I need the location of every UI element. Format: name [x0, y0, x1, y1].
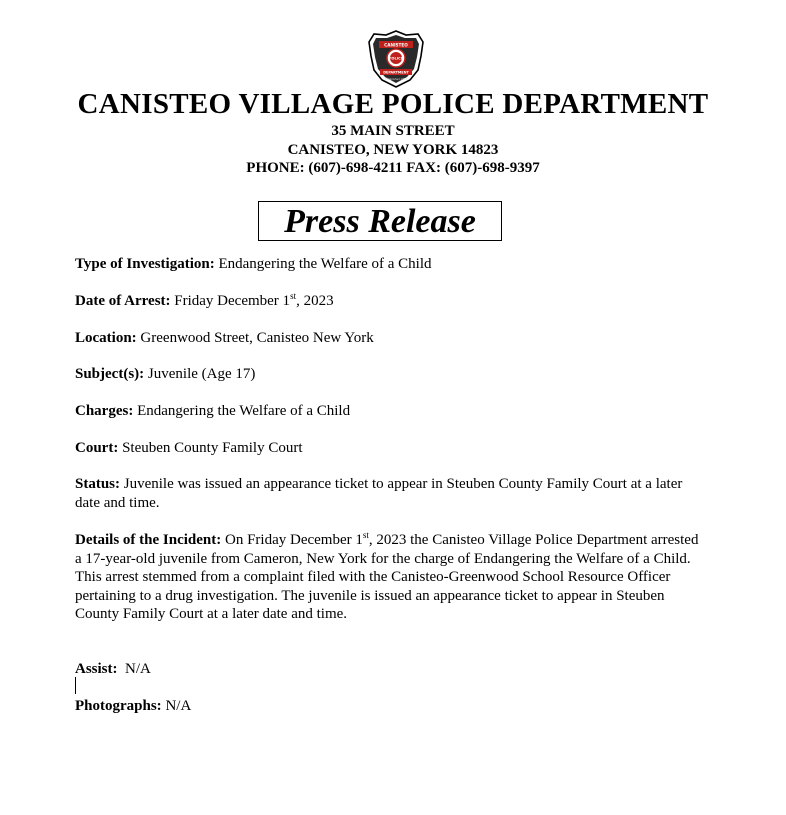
incident-details-ordinal: st [362, 530, 369, 540]
location-field [75, 329, 705, 348]
court-field [75, 439, 705, 458]
court-label: Court: [75, 440, 119, 456]
charges-value: Endangering the Welfare of a Child [133, 403, 351, 419]
subject-value: Juvenile (Age 17) [144, 366, 256, 382]
location-value: Greenwood Street, Canisteo New York [136, 330, 374, 346]
arrest-date-value: Friday December 1 [170, 293, 291, 309]
incident-details-label: Details of the Incident: [75, 532, 222, 548]
location-label: Location: [75, 330, 137, 346]
photographs-value: N/A [161, 698, 192, 714]
street-address: 35 MAIN STREET [331, 123, 455, 139]
court-value: Steuben County Family Court [118, 440, 303, 456]
status-field [75, 475, 705, 512]
photographs-label: Photographs: [75, 698, 162, 714]
incident-details-value: On Friday December 1 [221, 532, 363, 548]
incident-details-field [75, 531, 705, 624]
charges-field [75, 402, 705, 421]
charges-label: Charges: [75, 403, 134, 419]
badge-bottom-text: DEPARTMENT [383, 70, 409, 75]
photographs-field [75, 697, 705, 716]
arrest-date-year: , 2023 [296, 293, 334, 309]
subject-field [75, 365, 705, 384]
subject-label: Subject(s): [75, 366, 145, 382]
department-name: CANISTEO VILLAGE POLICE DEPARTMENT [77, 88, 709, 120]
investigation-label: Type of Investigation: [75, 256, 215, 272]
press-release-title: Press Release [258, 201, 502, 241]
text-cursor [75, 677, 76, 694]
assist-value: N/A [117, 661, 151, 677]
badge-established-text: Established 1873 [384, 78, 408, 81]
badge-center-text: POLICE [388, 56, 404, 61]
status-label: Status: [75, 476, 121, 492]
investigation-value: Endangering the Welfare of a Child [214, 256, 432, 272]
phone-fax-line: PHONE: (607)-698-4211 FAX: (607)-698-9397 [246, 160, 540, 176]
police-badge-logo [366, 30, 426, 88]
arrest-date-ordinal: st [290, 291, 297, 301]
status-value: Juvenile was issued an appearance ticket to appear in Steuben County Family Court at a later date and time. [75, 476, 683, 511]
city-state-zip: CANISTEO, NEW YORK 14823 [287, 142, 499, 158]
incident-details-body: , 2023 the Canisteo Village Police Department arrested a 17-year-old juvenile from Cameron, New York for the charge of Endangering the Welfare of a Child. This arrest stemmed from a complaint filed with the Canisteo-Greenwood School Resource Officer pertaining to a drug investigation. The juvenile is issued an appearance ticket to appear in Steuben County Family Court at a later date and time. [75, 532, 699, 622]
assist-field [75, 660, 705, 679]
investigation-field [75, 255, 705, 274]
arrest-date-label: Date of Arrest: [75, 293, 171, 309]
assist-label: Assist: [75, 661, 118, 677]
badge-top-text: CANISTEO [384, 42, 408, 48]
arrest-date-field [75, 292, 705, 311]
